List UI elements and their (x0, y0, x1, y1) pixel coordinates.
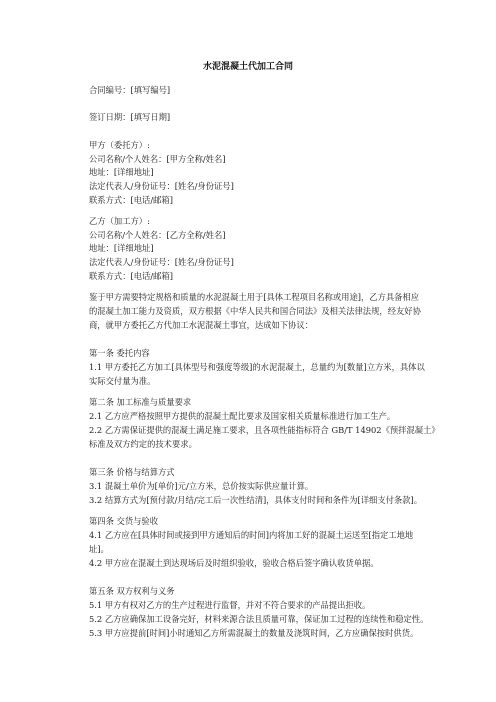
clause-3-1: 3.1 混凝土单价为[单价]元/立方米，总价按实际供应量计算。 (89, 481, 314, 491)
party-b-company: 公司名称/个人姓名：[乙方全称/姓名] (89, 230, 226, 240)
clause-5-1: 5.1 甲方有权对乙方的生产过程进行监督，并对不符合要求的产品提出拒收。 (89, 600, 371, 610)
party-b-address: 地址：[详细地址] (89, 243, 154, 253)
party-a-representative: 法定代表人/身份证号：[姓名/身份证号] (89, 181, 234, 191)
contract-number: 合同编号：[填写编号] (89, 85, 171, 95)
clause-5-2: 5.2 乙方应确保加工设备完好，材料来源合法且质量可靠，保证加工过程的连续性和稳定性。 (89, 614, 429, 624)
clause-4-2: 4.2 甲方应在混凝土到达现场后及时组织验收，验收合格后签字确认收货单据。 (89, 558, 379, 568)
clause-1-1-cont: 实际交付量为准。 (89, 376, 156, 386)
clause-4-1: 4.1 乙方应在[具体时间或接到甲方通知后的时间]内将加工好的混凝土运送至[指定工地地 (89, 530, 414, 540)
preamble-line: 鉴于甲方需要特定规格和质量的水泥混凝土用于[具体工程项目名称或用途]，乙方具备相应 (89, 292, 420, 302)
article-5-heading: 第五条 双方权利与义务 (89, 586, 175, 596)
preamble-line: 的混凝土加工能力及资质，双方根据《中华人民共和国合同法》及相关法律法规，经友好协 (89, 306, 421, 316)
sign-date: 签订日期：[填写日期] (89, 112, 171, 122)
clause-2-2-cont: 标准及双方约定的技术要求。 (89, 439, 197, 449)
clause-2-1: 2.1 乙方应严格按照甲方提供的混凝土配比要求及国家相关质量标准进行加工生产。 (89, 411, 396, 421)
party-b-heading: 乙方（加工方）: (89, 216, 150, 226)
clause-1-1: 1.1 甲方委托乙方加工[具体型号和强度等级]的水泥混凝土，总量约为[数量]立方米，具体以 (89, 362, 425, 372)
article-2-heading: 第二条 加工标准与质量要求 (89, 397, 192, 407)
party-b-contact: 联系方式：[电话/邮箱] (89, 271, 173, 281)
party-a-heading: 甲方（委托方）: (89, 140, 150, 150)
clause-2-2: 2.2 乙方需保证提供的混凝土满足施工要求，且各项性能指标符合 GB/T 14902《预拌混凝土》 (89, 425, 440, 435)
party-a-contact: 联系方式：[电话/邮箱] (89, 195, 173, 205)
article-1-heading: 第一条 委托内容 (89, 348, 150, 358)
preamble-line: 商，就甲方委托乙方代加工水泥混凝土事宜，达成如下协议： (89, 320, 314, 330)
party-a-address: 地址：[详细地址] (89, 167, 154, 177)
clause-3-2: 3.2 结算方式为[预付款/月结/完工后一次性结清]，具体支付时间和条件为[详细支付条款]。 (89, 495, 423, 505)
party-b-representative: 法定代表人/身份证号：[姓名/身份证号] (89, 257, 234, 267)
document-title: 水泥混凝土代加工合同 (202, 62, 293, 72)
article-3-heading: 第三条 价格与结算方式 (89, 467, 175, 477)
clause-5-3: 5.3 甲方应提前[时间]小时通知乙方所需混凝土的数量及浇筑时间，乙方应确保按时供货。 (89, 628, 419, 638)
article-4-heading: 第四条 交货与验收 (89, 516, 159, 526)
clause-4-1-cont: 址]。 (89, 544, 109, 554)
party-a-company: 公司名称/个人姓名：[甲方全称/姓名] (89, 154, 226, 164)
